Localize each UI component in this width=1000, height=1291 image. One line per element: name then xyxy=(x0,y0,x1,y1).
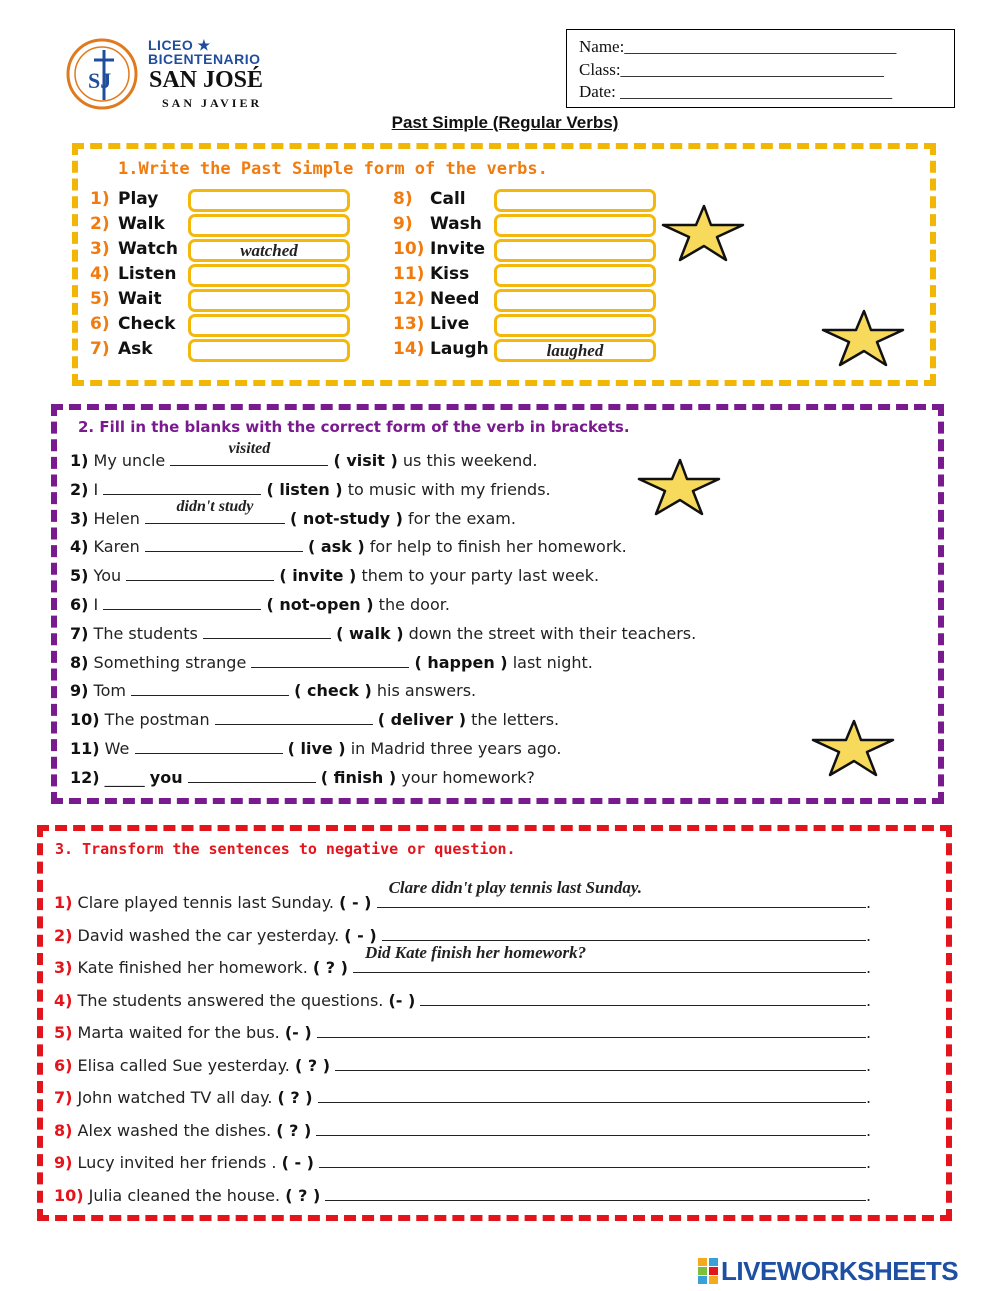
verb-number: 1) xyxy=(90,189,110,209)
verb-answer-box[interactable] xyxy=(494,314,656,337)
item-number: 2) xyxy=(54,925,73,945)
section3-heading: 3. Transform the sentences to negative or question. xyxy=(55,840,516,858)
transform-row: 9) Lucy invited her friends . ( - ) . xyxy=(54,1149,871,1173)
verb-row xyxy=(393,239,663,263)
sentence-row xyxy=(70,476,551,500)
answer-blank[interactable] xyxy=(126,562,274,581)
answer-line[interactable] xyxy=(382,922,866,941)
answer-line[interactable] xyxy=(325,1182,866,1201)
item-number: 3) xyxy=(70,508,89,528)
sentence-row xyxy=(70,533,627,557)
star-icon xyxy=(820,308,906,368)
verb-row xyxy=(90,339,360,363)
verb-word: Check xyxy=(118,314,176,334)
verb-word: Ask xyxy=(118,339,153,359)
section1-heading: 1.Write the Past Simple form of the verbs. xyxy=(118,159,548,179)
source-sentence: Elisa called Sue yesterday. xyxy=(77,1055,290,1075)
answer-text: visited xyxy=(228,440,271,457)
answer-blank[interactable] xyxy=(215,706,373,725)
date-field[interactable]: Date: ________________________________ xyxy=(579,82,893,101)
page-title: Past Simple (Regular Verbs) xyxy=(391,113,619,132)
verb-row xyxy=(90,264,360,288)
verb-hint: ( ask ) xyxy=(307,537,365,557)
sentence-row xyxy=(70,497,516,529)
verb-number: 5) xyxy=(90,289,110,309)
item-number: 10) xyxy=(54,1185,84,1205)
verb-answer-box[interactable] xyxy=(188,189,350,212)
source-sentence: Alex washed the dishes. xyxy=(77,1120,272,1140)
verb-answer-box[interactable] xyxy=(188,339,350,362)
name-field[interactable]: Name:________________________________ xyxy=(579,37,897,56)
item-number: 6) xyxy=(54,1055,73,1075)
verb-hint: ( live ) xyxy=(287,739,346,758)
school-line2: BICENTENARIO xyxy=(148,51,261,67)
verb-number: 3) xyxy=(90,239,110,259)
sentence-end: your homework? xyxy=(401,767,535,787)
verb-hint: ( check ) xyxy=(294,681,372,701)
verb-number: 14) xyxy=(393,339,425,359)
verb-hint: ( happen ) xyxy=(414,652,508,672)
transform-row: 2) David washed the car yesterday. ( - ) . xyxy=(54,922,871,946)
class-field[interactable]: Class:_______________________________ xyxy=(579,60,885,79)
school-line1: LICEO ★ xyxy=(148,37,211,53)
sentence-start: I xyxy=(93,479,99,499)
source-sentence: Julia cleaned the house. xyxy=(88,1185,281,1205)
sentence-row xyxy=(70,735,562,759)
item-number: 10) xyxy=(70,710,100,730)
sentence-end: us this weekend. xyxy=(402,451,538,470)
item-number: 4) xyxy=(70,537,89,557)
verb-answer-box[interactable] xyxy=(494,214,656,237)
verb-hint: ( not-study ) xyxy=(290,508,403,528)
brand-text: LIVEWORKSHEETS xyxy=(721,1256,959,1286)
sentence-start: Helen xyxy=(93,508,140,528)
verb-answer-box[interactable] xyxy=(494,264,656,287)
verb-word: Wait xyxy=(118,289,162,309)
source-sentence: The students answered the questions. xyxy=(77,990,384,1010)
answer-text: Clare didn't play tennis last Sunday. xyxy=(388,878,643,897)
item-number: 5) xyxy=(70,566,89,586)
transform-mark: ( - ) xyxy=(344,925,377,945)
verb-answer-box[interactable] xyxy=(188,214,350,237)
verb-hint: ( listen ) xyxy=(266,479,343,499)
sentence-end: to music with my friends. xyxy=(347,479,551,499)
verb-row xyxy=(393,314,663,338)
verb-hint: ( deliver ) xyxy=(377,710,467,730)
verb-number: 6) xyxy=(90,314,110,334)
source-sentence: Marta waited for the bus. xyxy=(77,1023,280,1042)
sentence-row xyxy=(70,562,599,586)
source-sentence: David washed the car yesterday. xyxy=(77,925,340,945)
transform-mark: ( - ) xyxy=(339,893,372,912)
verb-number: 2) xyxy=(90,214,110,234)
verb-answer-box[interactable] xyxy=(494,189,656,212)
source-sentence: John watched TV all day. xyxy=(77,1088,273,1107)
star-icon xyxy=(636,457,722,517)
verb-word: Live xyxy=(430,314,470,334)
transform-mark: ( ? ) xyxy=(277,1088,313,1107)
answer-blank[interactable] xyxy=(103,476,261,495)
answer-text: Did Kate finish her homework? xyxy=(365,943,587,962)
answer-blank[interactable] xyxy=(170,440,328,466)
sentence-row xyxy=(70,649,593,673)
verb-answer-box[interactable] xyxy=(494,289,656,312)
answer-blank[interactable] xyxy=(145,533,303,552)
sentence-subject: you xyxy=(149,767,183,787)
sentence-start: Karen xyxy=(93,537,140,557)
sentence-start: Tom xyxy=(93,681,126,701)
sentence-start: Something strange xyxy=(93,652,247,672)
item-number: 4) xyxy=(54,990,73,1010)
item-number: 12) xyxy=(70,767,100,787)
answer-blank[interactable] xyxy=(135,735,283,754)
transform-mark: ( ? ) xyxy=(276,1120,312,1140)
transform-mark: ( - ) xyxy=(281,1153,314,1172)
verb-number: 12) xyxy=(393,289,425,309)
verb-number: 4) xyxy=(90,264,110,284)
verb-word: Invite xyxy=(430,239,485,259)
answer-blank[interactable] xyxy=(131,677,289,696)
verb-word: Laugh xyxy=(430,339,489,359)
verb-answer-box[interactable]: watched xyxy=(188,239,350,262)
verb-hint: ( not-open ) xyxy=(266,595,374,614)
transform-mark: ( ? ) xyxy=(312,958,348,977)
source-sentence: Clare played tennis last Sunday. xyxy=(77,893,334,912)
verb-answer-box[interactable]: laughed xyxy=(494,339,656,362)
sentence-end: the door. xyxy=(378,595,450,614)
sentence-start: The students xyxy=(93,623,198,643)
transform-row: 5) Marta waited for the bus. (- ) . xyxy=(54,1019,871,1043)
transform-row: 6) Elisa called Sue yesterday. ( ? ) . xyxy=(54,1052,871,1076)
sentence-start: I xyxy=(93,595,99,614)
verb-word: Play xyxy=(118,189,159,209)
verb-row xyxy=(393,264,663,288)
verb-word: Walk xyxy=(118,214,165,234)
transform-mark: (- ) xyxy=(388,990,416,1010)
answer-blank[interactable] xyxy=(251,649,409,668)
verb-answer-box[interactable] xyxy=(188,264,350,287)
sentence-row xyxy=(70,591,450,615)
item-number: 6) xyxy=(70,595,89,614)
item-number: 7) xyxy=(70,623,89,643)
answer-line[interactable] xyxy=(318,1084,866,1103)
sentence-start: We xyxy=(104,739,130,758)
answer-line[interactable] xyxy=(319,1149,866,1168)
star-icon xyxy=(810,718,896,778)
answer-blank[interactable] xyxy=(103,591,261,610)
transform-row: 3) Kate finished her homework. ( ? ) . xyxy=(54,954,871,978)
transform-mark: ( ? ) xyxy=(285,1185,321,1205)
sentence-end: last night. xyxy=(512,652,593,672)
section2-heading: 2. Fill in the blanks with the correct form of the verb in brackets. xyxy=(78,418,630,436)
item-number: 2) xyxy=(70,479,89,499)
school-logo xyxy=(66,38,138,110)
sentence-end: in Madrid three years ago. xyxy=(350,739,562,758)
sentence-end: for help to finish her homework. xyxy=(369,537,627,557)
verb-word: Wash xyxy=(430,214,482,234)
verb-number: 7) xyxy=(90,339,110,359)
sentence-row xyxy=(70,677,476,701)
sentence-start: My uncle xyxy=(93,451,166,470)
sentence-row xyxy=(70,620,696,644)
verb-row xyxy=(90,289,360,313)
verb-hint: ( finish ) xyxy=(320,767,397,787)
verb-word: Call xyxy=(430,189,466,209)
verb-number: 9) xyxy=(393,214,413,234)
item-number: 8) xyxy=(70,652,89,672)
sentence-row xyxy=(70,706,559,730)
verb-answer-box[interactable] xyxy=(188,314,350,337)
verb-row xyxy=(90,314,360,338)
item-number: 1) xyxy=(54,893,73,912)
item-number: 11) xyxy=(70,739,100,758)
student-info-box xyxy=(566,29,955,108)
verb-row xyxy=(393,339,663,363)
answer-line[interactable] xyxy=(316,1117,866,1136)
verb-row xyxy=(90,189,360,213)
verb-word: Watch xyxy=(118,239,178,259)
item-number: 5) xyxy=(54,1023,73,1042)
sentence-start: The postman xyxy=(104,710,210,730)
verb-number: 13) xyxy=(393,314,425,334)
transform-mark: (- ) xyxy=(284,1023,312,1042)
sentence-end: the letters. xyxy=(471,710,560,730)
verb-number: 11) xyxy=(393,264,425,284)
source-sentence: Lucy invited her friends . xyxy=(77,1153,277,1172)
logo-letters: SJ xyxy=(88,68,112,93)
answer-line[interactable] xyxy=(335,1052,866,1071)
source-sentence: Kate finished her homework. xyxy=(77,958,308,977)
verb-hint: ( invite ) xyxy=(279,566,357,586)
verb-word: Listen xyxy=(118,264,177,284)
verb-number: 8) xyxy=(393,189,413,209)
brand-icon xyxy=(697,1257,719,1285)
item-number: 9) xyxy=(54,1153,73,1172)
item-number: 7) xyxy=(54,1088,73,1107)
item-number: 1) xyxy=(70,451,89,470)
answer-line[interactable] xyxy=(317,1019,866,1038)
transform-row: 8) Alex washed the dishes. ( ? ) . xyxy=(54,1117,871,1141)
answer-blank[interactable] xyxy=(203,620,331,639)
sentence-row xyxy=(70,440,538,471)
verb-hint: ( walk ) xyxy=(336,623,404,643)
verb-word: Need xyxy=(430,289,480,309)
transform-row: 10) Julia cleaned the house. ( ? ) . xyxy=(54,1182,871,1206)
transform-row: 4) The students answered the questions. (- ) . xyxy=(54,987,871,1011)
verb-row xyxy=(393,189,663,213)
answer-text: didn't study xyxy=(176,497,254,515)
sentence-end: his answers. xyxy=(376,681,477,701)
verb-hint: ( visit ) xyxy=(333,451,398,470)
sentence-end: down the street with their teachers. xyxy=(408,623,697,643)
verb-answer-box[interactable] xyxy=(188,289,350,312)
sentence-row xyxy=(70,764,535,788)
transform-mark: ( ? ) xyxy=(294,1055,331,1075)
item-number: 3) xyxy=(54,958,73,977)
sentence-end: them to your party last week. xyxy=(361,566,600,586)
verb-row xyxy=(393,289,663,313)
verb-answer-box[interactable] xyxy=(494,239,656,262)
verb-number: 10) xyxy=(393,239,425,259)
verb-row xyxy=(393,214,663,238)
transform-row: 1) Clare played tennis last Sunday. ( - ) . xyxy=(54,889,871,913)
star-icon xyxy=(660,203,746,263)
answer-line[interactable] xyxy=(420,987,866,1006)
sentence-start: You xyxy=(93,566,122,586)
item-number: 9) xyxy=(70,681,89,701)
verb-word: Kiss xyxy=(430,264,470,284)
sentence-end: for the exam. xyxy=(408,508,516,528)
item-number: 8) xyxy=(54,1120,73,1140)
transform-row: 7) John watched TV all day. ( ? ) . xyxy=(54,1084,871,1108)
answer-blank[interactable] xyxy=(145,497,285,524)
verb-row xyxy=(90,239,360,263)
school-city: SAN JAVIER xyxy=(162,96,263,110)
answer-blank[interactable] xyxy=(188,764,316,783)
verb-row xyxy=(90,214,360,238)
school-name: SAN JOSÉ xyxy=(149,67,264,93)
sentence-start: _____ xyxy=(104,767,145,787)
brand-logo xyxy=(697,1256,959,1286)
